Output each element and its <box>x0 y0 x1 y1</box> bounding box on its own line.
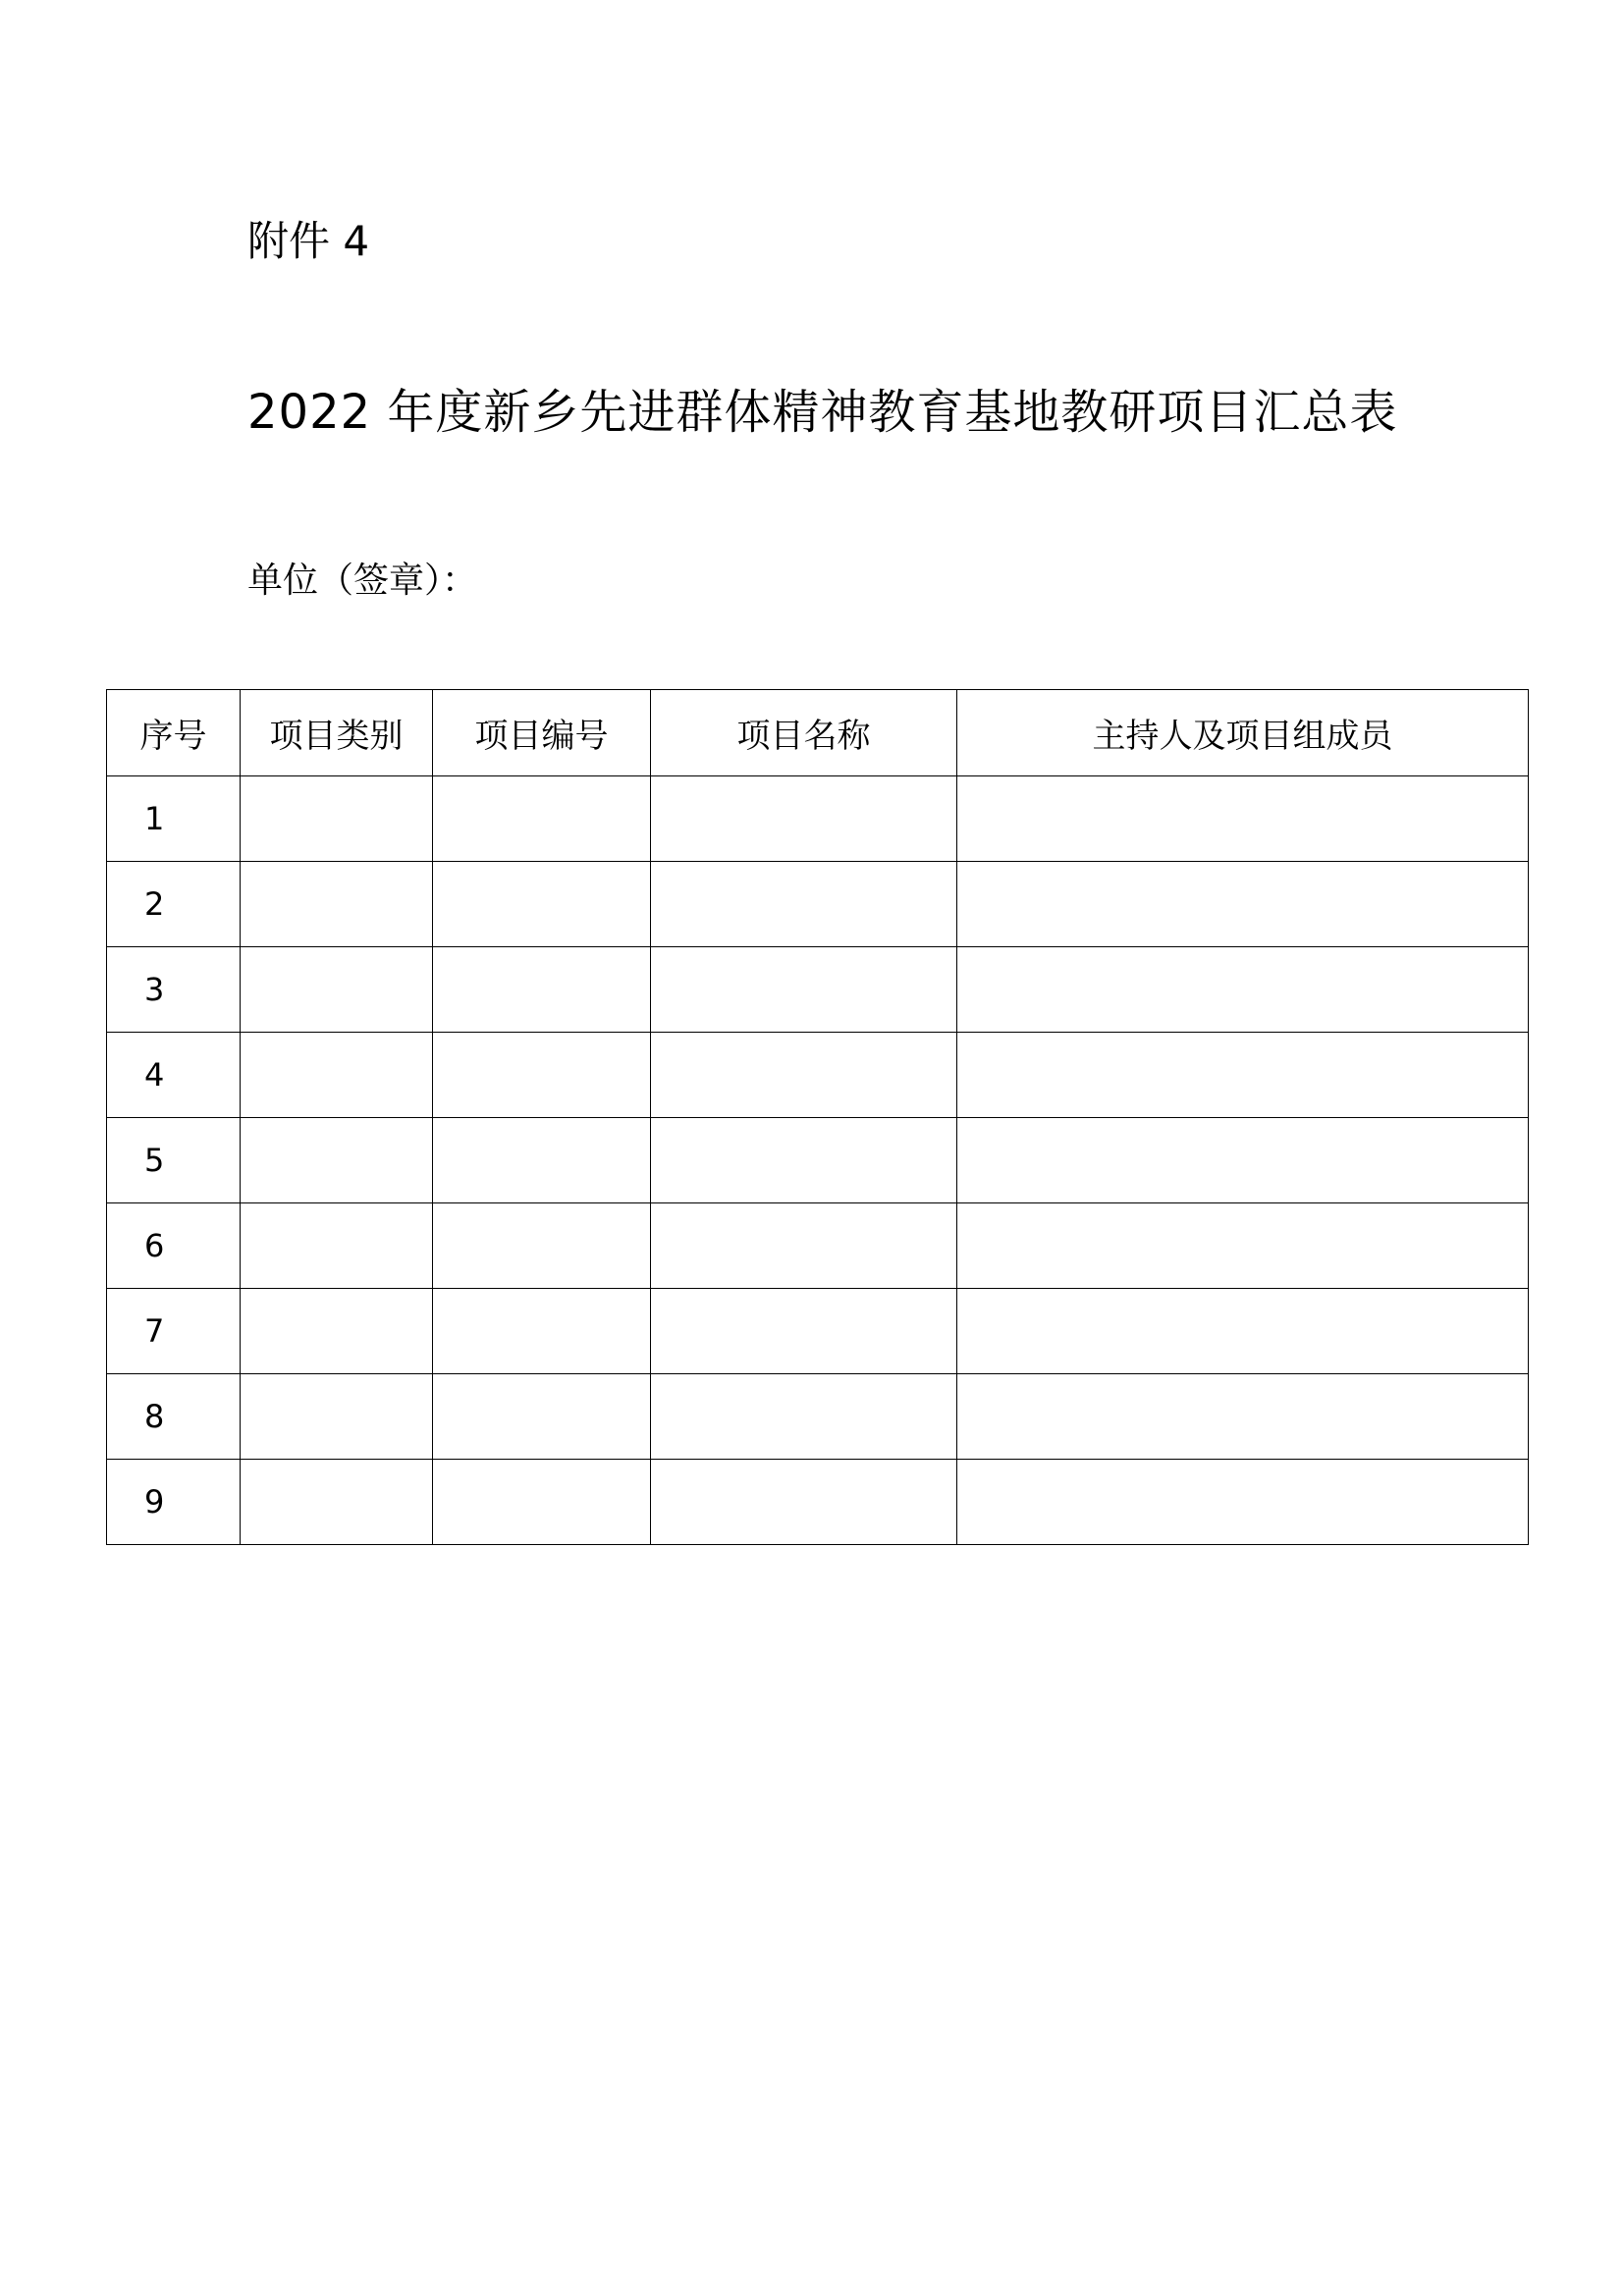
project-name-cell <box>651 1374 957 1460</box>
project-number-cell <box>433 862 651 947</box>
table-row <box>107 947 1529 1033</box>
project-number-cell <box>433 1203 651 1289</box>
serial-number-cell: 1 <box>107 776 241 862</box>
table-row <box>107 862 1529 947</box>
attachment-label: 附件 4 <box>247 217 370 265</box>
project-name-cell <box>651 776 957 862</box>
serial-number-cell: 6 <box>107 1203 241 1289</box>
host-and-members-cell <box>957 1374 1529 1460</box>
project-name-cell <box>651 1118 957 1203</box>
table-row <box>107 1118 1529 1203</box>
host-and-members-cell <box>957 1289 1529 1374</box>
header-project-number: 项目编号 <box>433 690 651 776</box>
serial-number-cell: 9 <box>107 1460 241 1545</box>
serial-number-cell: 4 <box>107 1033 241 1118</box>
host-and-members-cell <box>957 947 1529 1033</box>
header-host-and-members: 主持人及项目组成员 <box>957 690 1529 776</box>
project-number-cell <box>433 776 651 862</box>
serial-number-cell: 7 <box>107 1289 241 1374</box>
project-category-cell <box>241 1203 433 1289</box>
serial-number-cell: 2 <box>107 862 241 947</box>
header-serial-number: 序号 <box>107 690 241 776</box>
project-name-cell <box>651 862 957 947</box>
project-name-cell <box>651 1033 957 1118</box>
project-summary-table <box>106 689 1529 1545</box>
project-number-cell <box>433 1118 651 1203</box>
project-number-cell <box>433 1374 651 1460</box>
host-and-members-cell <box>957 1203 1529 1289</box>
project-category-cell <box>241 776 433 862</box>
project-category-cell <box>241 862 433 947</box>
project-name-cell <box>651 1460 957 1545</box>
serial-number-cell: 3 <box>107 947 241 1033</box>
host-and-members-cell <box>957 862 1529 947</box>
host-and-members-cell <box>957 1033 1529 1118</box>
serial-number-cell: 8 <box>107 1374 241 1460</box>
table-row <box>107 1033 1529 1118</box>
table-row <box>107 1289 1529 1374</box>
project-number-cell <box>433 1033 651 1118</box>
project-category-cell <box>241 1033 433 1118</box>
unit-signature-label: 单位（签章）： <box>247 561 478 601</box>
project-name-cell <box>651 1289 957 1374</box>
project-category-cell <box>241 1289 433 1374</box>
table-row <box>107 1460 1529 1545</box>
table-header <box>107 690 1529 776</box>
table-body <box>107 776 1529 1545</box>
project-number-cell <box>433 947 651 1033</box>
project-category-cell <box>241 1374 433 1460</box>
host-and-members-cell <box>957 776 1529 862</box>
project-number-cell <box>433 1460 651 1545</box>
host-and-members-cell <box>957 1118 1529 1203</box>
header-project-category: 项目类别 <box>241 690 433 776</box>
project-number-cell <box>433 1289 651 1374</box>
project-category-cell <box>241 1118 433 1203</box>
header-project-name: 项目名称 <box>651 690 957 776</box>
serial-number-cell: 5 <box>107 1118 241 1203</box>
host-and-members-cell <box>957 1460 1529 1545</box>
project-category-cell <box>241 947 433 1033</box>
table-row <box>107 1374 1529 1460</box>
project-name-cell <box>651 947 957 1033</box>
project-category-cell <box>241 1460 433 1545</box>
document-title: 2022 年度新乡先进群体精神教育基地教研项目汇总表 <box>247 385 1398 440</box>
table-header-row <box>107 690 1529 776</box>
table-row <box>107 776 1529 862</box>
table-row <box>107 1203 1529 1289</box>
project-name-cell <box>651 1203 957 1289</box>
